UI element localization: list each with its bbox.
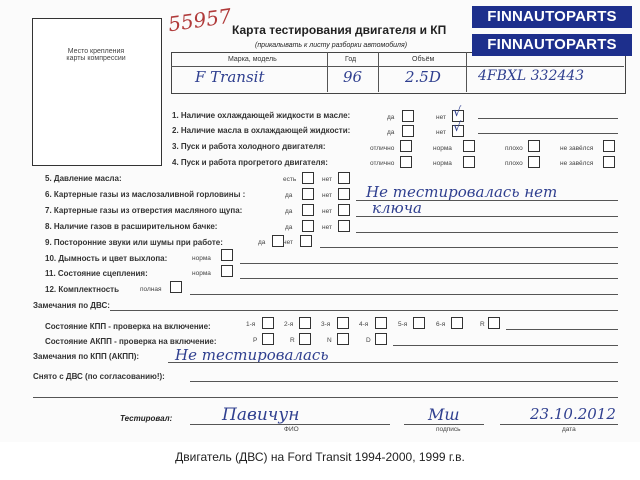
- removed-label: Снято с ДВС (по согласованию!):: [33, 372, 165, 381]
- item-3-excellent-checkbox[interactable]: [400, 140, 412, 152]
- kpp-gear-3-label: 3-я: [321, 321, 331, 328]
- item-2-no-label: нет: [436, 129, 446, 136]
- item-9-no-label: нет: [283, 239, 293, 246]
- item-3-bad-label: плохо: [505, 145, 523, 152]
- watermark-logo-top: FINNAUTOPARTS: [472, 6, 632, 28]
- tested-label: Тестировал:: [120, 414, 173, 423]
- kpp-gear-5-checkbox[interactable]: [413, 317, 425, 329]
- item-2-label: 2. Наличие масла в охлаждающей жидкости:: [172, 126, 351, 135]
- year-value: 96: [343, 68, 363, 86]
- item-9-no-checkbox[interactable]: [300, 235, 312, 247]
- item-8-no-label: нет: [322, 224, 332, 231]
- item-3-label: 3. Пуск и работа холодного двигателя:: [172, 142, 326, 151]
- signature: Мш: [428, 405, 460, 424]
- item-3-nostart-checkbox[interactable]: [603, 140, 615, 152]
- kpp-gear-2-label: 2-я: [284, 321, 294, 328]
- image-caption: Двигатель (ДВС) на Ford Transit 1994-2000, 1999 г.в.: [175, 450, 465, 464]
- item-4-excellent-checkbox[interactable]: [400, 156, 412, 168]
- model-header: Марка, модель: [228, 56, 277, 63]
- kpp-gear-3-checkbox[interactable]: [337, 317, 349, 329]
- item-3-excellent-label: отлично: [370, 145, 395, 152]
- item-8-yes-checkbox[interactable]: [302, 220, 314, 232]
- item-8-label: 8. Наличие газов в расширительном бачке:: [45, 222, 218, 231]
- item-5-is-label: есть: [283, 176, 297, 183]
- item-4-nostart-checkbox[interactable]: [603, 156, 615, 168]
- item-1-yes-label: да: [387, 114, 395, 121]
- item-9-label: 9. Посторонние звуки или шумы при работе:: [45, 238, 223, 247]
- item-3-bad-checkbox[interactable]: [528, 140, 540, 152]
- vin-value: 4FBXL 332443: [478, 68, 585, 84]
- item-3-normal-label: норма: [433, 145, 452, 152]
- compression-card-box: [32, 18, 162, 166]
- kpp-gear-1-label: 1-я: [246, 321, 256, 328]
- item-7-yes-label: да: [285, 208, 293, 215]
- model-value: F Transit: [195, 68, 265, 86]
- akpp-n-label: N: [327, 337, 332, 344]
- kpp-remarks-value: Не тестировалась: [175, 346, 329, 364]
- akpp-label: Состояние АКПП - проверка на включение:: [45, 337, 217, 346]
- item-11-normal-checkbox[interactable]: [221, 265, 233, 277]
- date-value: 23.10.2012: [530, 405, 616, 423]
- item-5-no-label: нет: [322, 176, 332, 183]
- item-11-normal-label: норма: [192, 270, 211, 277]
- item-2-check-mark: √: [453, 120, 462, 135]
- item-5-is-checkbox[interactable]: [302, 172, 314, 184]
- item-6-label: 6. Картерные газы из маслозаливной горловины :: [45, 190, 246, 199]
- kpp-gear-5-label: 5-я: [398, 321, 408, 328]
- item-10-label: 10. Дымность и цвет выхлопа:: [45, 254, 168, 263]
- item-4-bad-checkbox[interactable]: [528, 156, 540, 168]
- item-7-label: 7. Картерные газы из отверстия масляного щупа:: [45, 206, 243, 215]
- volume-value: 2.5D: [405, 68, 441, 86]
- kpp-gear-4-checkbox[interactable]: [375, 317, 387, 329]
- item-4-nostart-label: не завёлся: [560, 160, 594, 167]
- item-1-no-label: нет: [436, 114, 446, 121]
- akpp-p-label: P: [253, 337, 258, 344]
- fio-label: ФИО: [284, 426, 299, 433]
- item-10-normal-label: норма: [192, 255, 211, 262]
- kpp-gear-2-checkbox[interactable]: [299, 317, 311, 329]
- kpp-gear-1-checkbox[interactable]: [262, 317, 274, 329]
- item-11-label: 11. Состояние сцепления:: [45, 269, 148, 278]
- item-4-label: 4. Пуск и работа прогретого двигателя:: [172, 158, 328, 167]
- page-title: Карта тестирования двигателя и КП: [232, 23, 447, 37]
- item-12-label: 12. Комплектность: [45, 285, 120, 294]
- item-7-no-checkbox[interactable]: [338, 204, 350, 216]
- volume-header: Объём: [412, 56, 435, 63]
- item-3-normal-checkbox[interactable]: [463, 140, 475, 152]
- item-8-no-checkbox[interactable]: [338, 220, 350, 232]
- compression-card-label: Место крепления карты компрессии: [66, 48, 126, 62]
- akpp-d-checkbox[interactable]: [375, 333, 387, 345]
- item-6-no-checkbox[interactable]: [338, 188, 350, 200]
- akpp-r-label: R: [290, 337, 295, 344]
- akpp-p-checkbox[interactable]: [262, 333, 274, 345]
- item-9-yes-label: да: [258, 239, 266, 246]
- item-2-yes-label: да: [387, 129, 395, 136]
- kpp-gear-6-label: 6-я: [436, 321, 446, 328]
- item-4-bad-label: плохо: [505, 160, 523, 167]
- item-3-nostart-label: не завёлся: [560, 145, 594, 152]
- item-1-check-mark: √: [453, 105, 462, 120]
- item-5-label: 5. Давление масла:: [45, 174, 122, 183]
- item-7-yes-checkbox[interactable]: [302, 204, 314, 216]
- tested-name: Павичун: [222, 405, 300, 425]
- kpp-gear-4-label: 4-я: [359, 321, 369, 328]
- kpp-label: Состояние КПП - проверка на включение:: [45, 322, 211, 331]
- sign-label: подпись: [436, 426, 461, 433]
- item-4-excellent-label: отлично: [370, 160, 395, 167]
- akpp-r-checkbox[interactable]: [299, 333, 311, 345]
- year-header: Год: [345, 56, 357, 63]
- kpp-gear-r-label: R: [480, 321, 485, 328]
- kpp-remarks-label: Замечания по КПП (АКПП):: [33, 352, 140, 361]
- kpp-gear-6-checkbox[interactable]: [451, 317, 463, 329]
- item-1-yes-checkbox[interactable]: [402, 110, 414, 122]
- engine-note-line-1: Не тестировалась нет: [366, 183, 558, 201]
- item-6-yes-checkbox[interactable]: [302, 188, 314, 200]
- date-label: дата: [562, 426, 576, 433]
- item-5-no-checkbox[interactable]: [338, 172, 350, 184]
- item-1-label: 1. Наличие охлаждающей жидкости в масле:: [172, 111, 351, 120]
- page-subtitle: (прикалывать к листу разборки автомобиля): [255, 42, 408, 49]
- item-7-no-label: нет: [322, 208, 332, 215]
- item-4-normal-label: норма: [433, 160, 452, 167]
- engine-remarks-label: Замечания по ДВС:: [33, 301, 110, 310]
- doc-number: 55957: [166, 3, 233, 37]
- akpp-n-checkbox[interactable]: [337, 333, 349, 345]
- item-4-normal-checkbox[interactable]: [463, 156, 475, 168]
- item-8-yes-label: да: [285, 224, 293, 231]
- watermark-logo-bottom: FINNAUTOPARTS: [472, 34, 632, 56]
- kpp-gear-r-checkbox[interactable]: [488, 317, 500, 329]
- akpp-d-label: D: [366, 337, 371, 344]
- item-10-normal-checkbox[interactable]: [221, 249, 233, 261]
- item-2-yes-checkbox[interactable]: [402, 125, 414, 137]
- item-12-full-label: полная: [140, 286, 162, 293]
- item-12-full-checkbox[interactable]: [170, 281, 182, 293]
- engine-note-line-2: ключа: [372, 199, 422, 217]
- item-6-yes-label: да: [285, 192, 293, 199]
- item-6-no-label: нет: [322, 192, 332, 199]
